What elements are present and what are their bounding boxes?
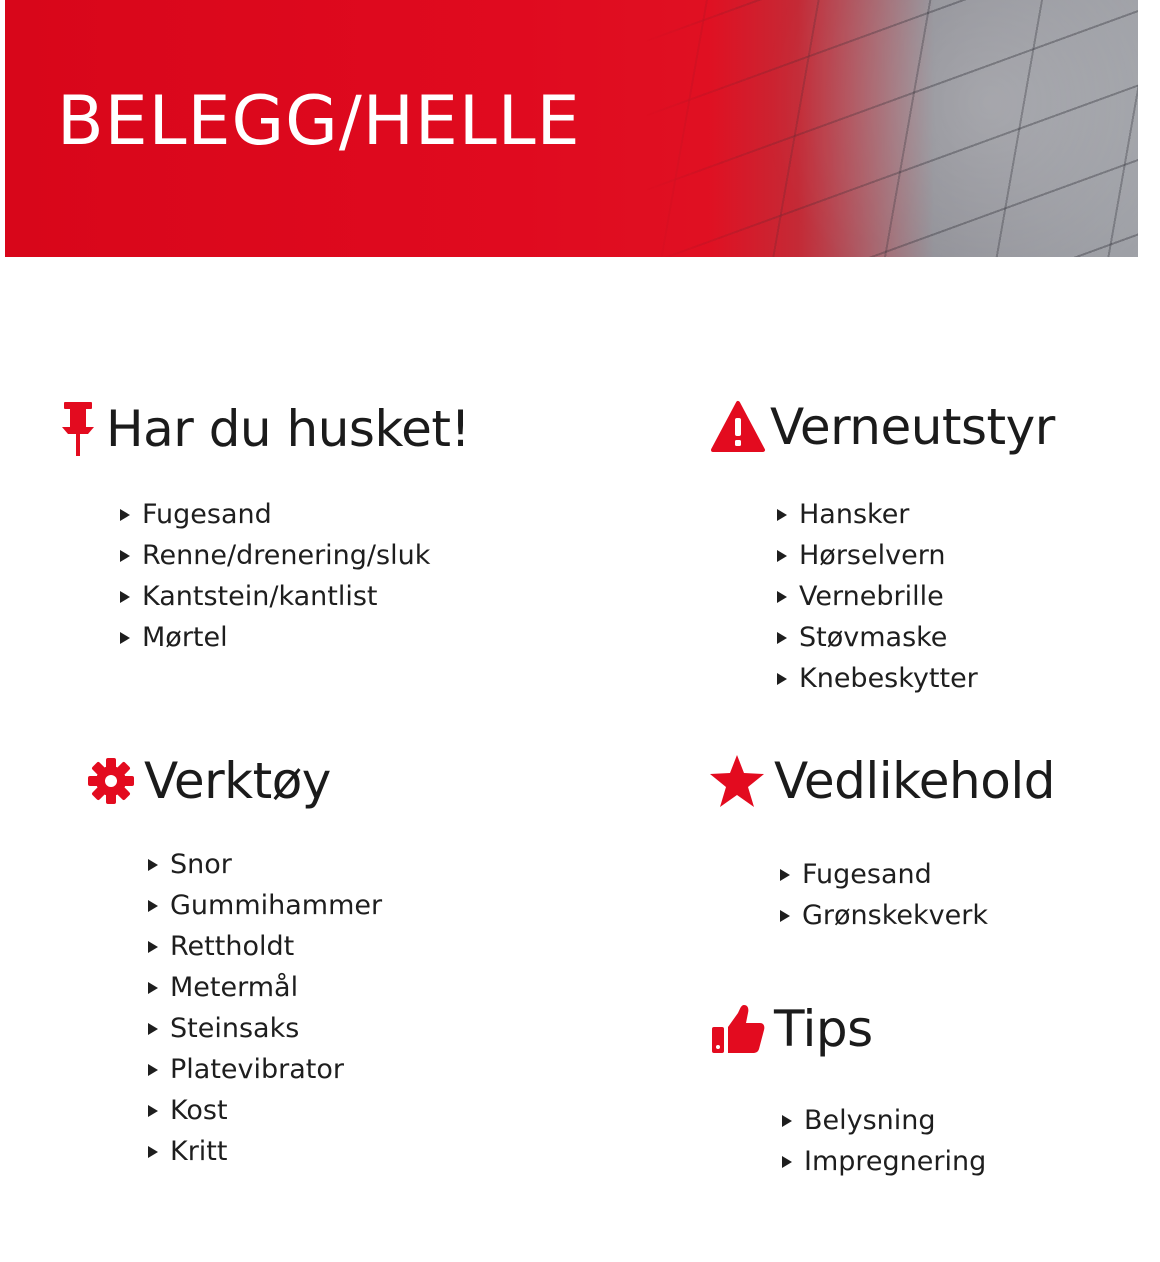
bullet-icon bbox=[777, 509, 787, 521]
list-item: Mørtel bbox=[120, 617, 430, 658]
bullet-icon bbox=[120, 591, 130, 603]
bullet-icon bbox=[777, 632, 787, 644]
section-verktoy bbox=[86, 752, 383, 1167]
section-title: Vedlikehold bbox=[774, 752, 1055, 810]
list-item: Grønskekverk bbox=[780, 895, 988, 936]
bullet-icon bbox=[120, 509, 130, 521]
bullet-icon bbox=[120, 632, 130, 644]
page-title: BELEGG/HELLE bbox=[57, 82, 581, 161]
section-title: Verneutstyr bbox=[770, 398, 1055, 456]
bullet-icon bbox=[148, 941, 158, 953]
section-har-du-husket bbox=[58, 398, 471, 653]
section-heading bbox=[708, 752, 1055, 810]
bullet-icon bbox=[148, 1105, 158, 1117]
section-title: Tips bbox=[774, 1000, 873, 1058]
section-tips bbox=[710, 1000, 987, 1177]
section-vedlikehold bbox=[708, 752, 1055, 931]
pushpin-icon bbox=[58, 398, 98, 460]
list-item: Knebeskytter bbox=[777, 658, 978, 699]
item-list bbox=[780, 854, 988, 936]
list-item: Snor bbox=[148, 844, 382, 885]
list-item: Hansker bbox=[777, 494, 978, 535]
bullet-icon bbox=[148, 1146, 158, 1158]
paving-stone-image bbox=[645, 0, 1138, 257]
section-heading bbox=[86, 752, 331, 810]
bullet-icon bbox=[780, 910, 790, 922]
bullet-icon bbox=[148, 859, 158, 871]
list-item: Fugesand bbox=[120, 494, 430, 535]
thumbs-up-icon bbox=[710, 1001, 766, 1057]
list-item: Impregnering bbox=[782, 1141, 986, 1182]
item-list bbox=[782, 1100, 986, 1182]
header-banner bbox=[5, 0, 1138, 257]
item-list bbox=[777, 494, 978, 699]
section-heading bbox=[58, 398, 470, 460]
bullet-icon bbox=[782, 1115, 792, 1127]
warning-icon bbox=[710, 400, 766, 454]
item-list bbox=[148, 844, 382, 1172]
star-icon bbox=[708, 753, 766, 809]
bullet-icon bbox=[777, 673, 787, 685]
section-heading bbox=[710, 1000, 873, 1058]
list-item: Gummihammer bbox=[148, 885, 382, 926]
item-list bbox=[120, 494, 430, 658]
list-item: Hørselvern bbox=[777, 535, 978, 576]
bullet-icon bbox=[777, 550, 787, 562]
bullet-icon bbox=[120, 550, 130, 562]
section-title: Verktøy bbox=[144, 752, 331, 810]
bullet-icon bbox=[780, 869, 790, 881]
list-item: Steinsaks bbox=[148, 1008, 382, 1049]
list-item: Kost bbox=[148, 1090, 382, 1131]
section-title: Har du husket! bbox=[106, 400, 471, 458]
section-verneutstyr bbox=[710, 398, 1055, 694]
list-item: Vernebrille bbox=[777, 576, 978, 617]
bullet-icon bbox=[782, 1156, 792, 1168]
bullet-icon bbox=[148, 1064, 158, 1076]
list-item: Renne/drenering/sluk bbox=[120, 535, 430, 576]
list-item: Kritt bbox=[148, 1131, 382, 1172]
list-item: Kantstein/kantlist bbox=[120, 576, 430, 617]
list-item: Støvmaske bbox=[777, 617, 978, 658]
list-item: Belysning bbox=[782, 1100, 986, 1141]
list-item: Rettholdt bbox=[148, 926, 382, 967]
gear-icon bbox=[86, 756, 136, 806]
list-item: Fugesand bbox=[780, 854, 988, 895]
list-item: Platevibrator bbox=[148, 1049, 382, 1090]
list-item: Metermål bbox=[148, 967, 382, 1008]
bullet-icon bbox=[148, 1023, 158, 1035]
bullet-icon bbox=[148, 900, 158, 912]
bullet-icon bbox=[148, 982, 158, 994]
bullet-icon bbox=[777, 591, 787, 603]
section-heading bbox=[710, 398, 1055, 456]
